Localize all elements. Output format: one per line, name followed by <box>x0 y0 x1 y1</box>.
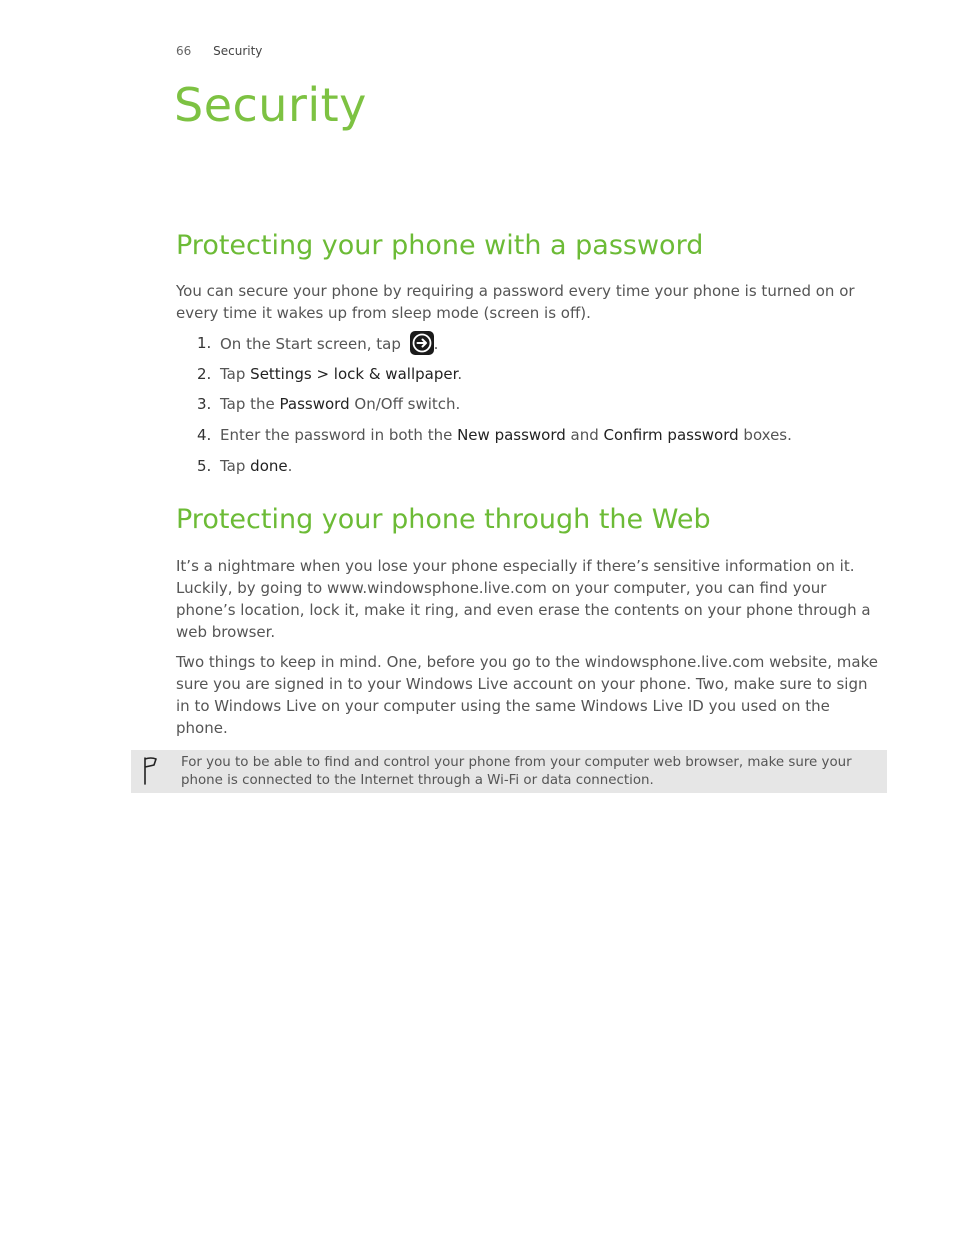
list-item: 1. On the Start screen, tap . <box>176 331 876 362</box>
note-box <box>131 750 887 793</box>
running-chapter-title: Security <box>213 44 263 58</box>
page-header <box>176 44 262 58</box>
list-item: 5. Tap done. <box>197 456 293 475</box>
list-item: 2. Tap Settings > lock & wallpaper. <box>197 364 463 383</box>
web-paragraph-2: Two things to keep in mind. One, before you go to the windowsphone.live.com website, make sure you are signed in to your Windows Live account on your phone. Two, make sure to sign in to Windows Live on your computer using the same Windows Live ID you used on the phone. <box>176 653 878 737</box>
page-number: 66 <box>176 44 192 58</box>
list-item: 3. Tap the Password On/Off switch. <box>197 395 461 414</box>
section-intro: You can secure your phone by requiring a password every time your phone is turned on or every time it wakes up from sleep mode (screen is off). <box>176 282 855 322</box>
chapter-title: Security <box>174 78 367 132</box>
flag-icon <box>141 756 161 790</box>
web-paragraph-1: It’s a nightmare when you lose your phone especially if there’s sensitive information on it. Luckily, by going to www.windowsphone.live.com on your computer, you can find your phone’s location, lock it, make it ring, and even erase the contents on your phone through a web browser. <box>176 557 871 641</box>
section-heading-password: Protecting your phone with a password <box>176 230 704 261</box>
steps-list <box>176 331 876 484</box>
arrow-right-circle-icon <box>410 331 434 355</box>
note-text: For you to be able to find and control your phone from your computer web browser, make sure your phone is connected to the Internet through a Wi-Fi or data connection. <box>181 755 852 788</box>
section-heading-web: Protecting your phone through the Web <box>176 504 711 535</box>
list-item: 4. Enter the password in both the New password and Confirm password boxes. <box>197 426 792 445</box>
